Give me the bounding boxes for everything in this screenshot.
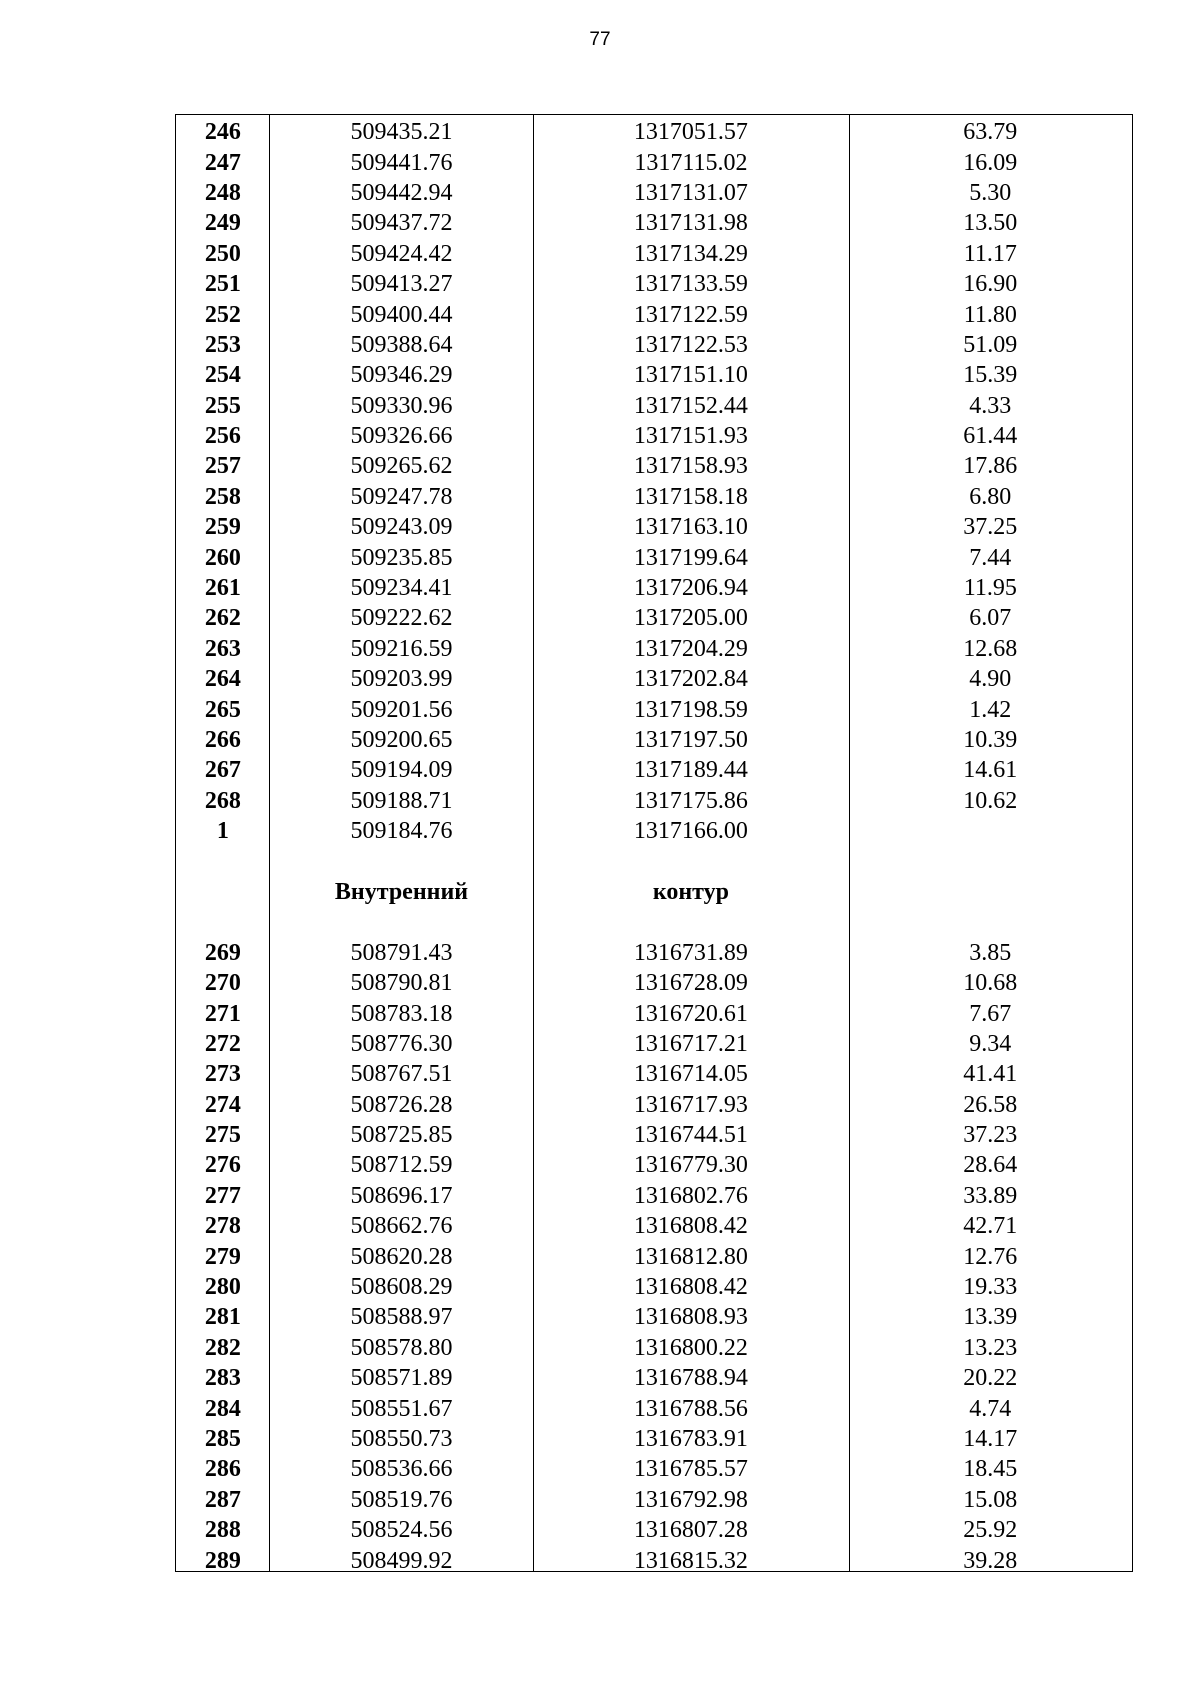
y-coordinate-cell: 1316720.61 bbox=[633, 1000, 748, 1027]
distance-cell: 26.58 bbox=[963, 1091, 1018, 1118]
distance-cell: 6.80 bbox=[969, 483, 1012, 510]
table-row bbox=[176, 482, 1132, 512]
y-coordinate-cell: 1316812.80 bbox=[633, 1243, 748, 1270]
table-row bbox=[176, 1515, 1132, 1545]
x-coordinate-cell: 509216.59 bbox=[350, 635, 453, 662]
point-number-cell: 257 bbox=[204, 453, 241, 480]
point-number-cell: 249 bbox=[204, 210, 241, 237]
y-coordinate-cell: 1317158.18 bbox=[633, 483, 748, 510]
table-row bbox=[176, 421, 1132, 451]
x-coordinate-cell: 509203.99 bbox=[350, 666, 453, 693]
y-coordinate-cell: 1316788.94 bbox=[633, 1365, 748, 1392]
x-coordinate-cell: 509330.96 bbox=[350, 392, 453, 419]
distance-cell: 13.50 bbox=[963, 210, 1018, 237]
section-heading-row bbox=[176, 877, 1132, 907]
x-coordinate-cell: 509194.09 bbox=[350, 757, 453, 784]
distance-cell: 7.44 bbox=[969, 544, 1012, 571]
distance-cell: 13.23 bbox=[963, 1334, 1018, 1361]
table-row bbox=[176, 1120, 1132, 1150]
point-number-cell: 265 bbox=[204, 696, 241, 723]
x-coordinate-cell: 508791.43 bbox=[350, 939, 453, 966]
point-number-cell: 255 bbox=[204, 392, 241, 419]
table-row bbox=[176, 1241, 1132, 1271]
y-coordinate-cell: 1317134.29 bbox=[633, 240, 748, 267]
y-coordinate-cell: 1317198.59 bbox=[633, 696, 748, 723]
y-coordinate-cell: 1317152.44 bbox=[633, 392, 748, 419]
y-coordinate-cell: 1316808.42 bbox=[633, 1274, 748, 1301]
distance-cell: 17.86 bbox=[963, 453, 1018, 480]
x-coordinate-cell: 509437.72 bbox=[350, 210, 453, 237]
point-number-cell: 269 bbox=[204, 939, 241, 966]
y-coordinate-cell: 1316779.30 bbox=[633, 1152, 748, 1179]
distance-cell: 61.44 bbox=[963, 423, 1018, 450]
point-number-cell: 267 bbox=[204, 757, 241, 784]
point-number-cell: 262 bbox=[204, 605, 241, 632]
distance-cell: 41.41 bbox=[963, 1061, 1018, 1088]
point-number-cell: 252 bbox=[204, 301, 241, 328]
y-coordinate-cell: 1317205.00 bbox=[633, 605, 748, 632]
table-row bbox=[176, 1333, 1132, 1363]
point-number-cell: 276 bbox=[204, 1152, 241, 1179]
distance-cell: 19.33 bbox=[963, 1274, 1018, 1301]
y-coordinate-cell: 1316800.22 bbox=[633, 1334, 748, 1361]
point-number-cell: 280 bbox=[204, 1274, 241, 1301]
y-coordinate-cell: 1316808.42 bbox=[633, 1213, 748, 1240]
y-coordinate-cell: 1316717.21 bbox=[633, 1030, 748, 1057]
distance-cell: 12.76 bbox=[963, 1243, 1018, 1270]
table-row bbox=[176, 299, 1132, 329]
point-number-cell: 247 bbox=[204, 149, 241, 176]
table-row bbox=[176, 786, 1132, 816]
table-row bbox=[176, 1272, 1132, 1302]
point-number-cell: 274 bbox=[204, 1091, 241, 1118]
table-row bbox=[176, 391, 1132, 421]
table-row bbox=[176, 1211, 1132, 1241]
coordinates-table bbox=[175, 114, 1133, 1572]
point-number-cell: 277 bbox=[204, 1182, 241, 1209]
distance-cell: 10.62 bbox=[963, 787, 1018, 814]
point-number-cell: 279 bbox=[204, 1243, 241, 1270]
y-coordinate-cell: 1316731.89 bbox=[633, 939, 748, 966]
x-coordinate-cell: 508524.56 bbox=[350, 1517, 453, 1544]
point-number-cell: 250 bbox=[204, 240, 241, 267]
point-number-cell: 271 bbox=[204, 1000, 241, 1027]
y-coordinate-cell: 1316802.76 bbox=[633, 1182, 748, 1209]
x-coordinate-cell: 508726.28 bbox=[350, 1091, 453, 1118]
x-coordinate-cell: 509184.76 bbox=[350, 818, 453, 845]
distance-cell: 3.85 bbox=[969, 939, 1012, 966]
y-coordinate-cell: 1317199.64 bbox=[633, 544, 748, 571]
distance-cell: 18.45 bbox=[963, 1456, 1018, 1483]
x-coordinate-cell: 508578.80 bbox=[350, 1334, 453, 1361]
table-row bbox=[176, 1363, 1132, 1393]
point-number-cell: 258 bbox=[204, 483, 241, 510]
point-number-cell: 260 bbox=[204, 544, 241, 571]
spacer-row bbox=[176, 907, 1132, 937]
distance-cell: 12.68 bbox=[963, 635, 1018, 662]
x-coordinate-cell: 509400.44 bbox=[350, 301, 453, 328]
distance-cell: 6.07 bbox=[969, 605, 1012, 632]
table-row bbox=[176, 451, 1132, 481]
table-row bbox=[176, 360, 1132, 390]
x-coordinate-cell: 509388.64 bbox=[350, 331, 453, 358]
table-body bbox=[176, 117, 1132, 1576]
table-row bbox=[176, 573, 1132, 603]
table-row bbox=[176, 664, 1132, 694]
point-number-cell: 256 bbox=[204, 423, 241, 450]
distance-cell: 7.67 bbox=[969, 1000, 1012, 1027]
point-number-cell: 268 bbox=[204, 787, 241, 814]
y-coordinate-cell: 1316788.56 bbox=[633, 1395, 748, 1422]
x-coordinate-cell: 508790.81 bbox=[350, 970, 453, 997]
distance-cell: 9.34 bbox=[969, 1030, 1012, 1057]
point-number-cell: 272 bbox=[204, 1030, 241, 1057]
distance-cell: 63.79 bbox=[963, 119, 1018, 146]
distance-cell: 37.25 bbox=[963, 514, 1018, 541]
y-coordinate-cell: 1317131.07 bbox=[633, 179, 748, 206]
distance-cell: 16.90 bbox=[963, 271, 1018, 298]
y-coordinate-cell: 1316785.57 bbox=[633, 1456, 748, 1483]
y-coordinate-cell: 1316744.51 bbox=[633, 1122, 748, 1149]
distance-cell: 15.08 bbox=[963, 1486, 1018, 1513]
point-number-cell: 270 bbox=[204, 970, 241, 997]
table-row bbox=[176, 208, 1132, 238]
point-number-cell: 288 bbox=[204, 1517, 241, 1544]
distance-cell: 15.39 bbox=[963, 362, 1018, 389]
point-number-cell: 287 bbox=[204, 1486, 241, 1513]
table-row bbox=[176, 542, 1132, 572]
point-number-cell: 283 bbox=[204, 1365, 241, 1392]
table-row bbox=[176, 512, 1132, 542]
point-number-cell: 286 bbox=[204, 1456, 241, 1483]
x-coordinate-cell: 509201.56 bbox=[350, 696, 453, 723]
x-coordinate-cell: 509234.41 bbox=[350, 575, 453, 602]
x-coordinate-cell: 509413.27 bbox=[350, 271, 453, 298]
distance-cell: 4.90 bbox=[969, 666, 1012, 693]
table-row bbox=[176, 1059, 1132, 1089]
distance-cell: 33.89 bbox=[963, 1182, 1018, 1209]
x-coordinate-cell: 509200.65 bbox=[350, 727, 453, 753]
distance-cell: 11.80 bbox=[963, 301, 1017, 328]
section-heading-right: контур bbox=[652, 878, 729, 905]
y-coordinate-cell: 1316792.98 bbox=[633, 1486, 748, 1513]
distance-cell: 51.09 bbox=[963, 331, 1018, 358]
point-number-cell: 1 bbox=[216, 818, 229, 845]
y-coordinate-cell: 1316783.91 bbox=[633, 1425, 748, 1452]
x-coordinate-cell: 508550.73 bbox=[350, 1425, 453, 1452]
y-coordinate-cell: 1316717.93 bbox=[633, 1091, 748, 1118]
x-coordinate-cell: 509243.09 bbox=[350, 514, 453, 541]
distance-cell: 39.28 bbox=[963, 1547, 1018, 1574]
x-coordinate-cell: 509435.21 bbox=[350, 119, 453, 146]
distance-cell: 13.39 bbox=[963, 1304, 1018, 1331]
x-coordinate-cell: 508536.66 bbox=[350, 1456, 453, 1483]
y-coordinate-cell: 1317051.57 bbox=[633, 119, 748, 146]
table-row bbox=[176, 998, 1132, 1028]
y-coordinate-cell: 1316808.93 bbox=[633, 1304, 748, 1331]
distance-cell: 20.22 bbox=[963, 1365, 1018, 1392]
table-row bbox=[176, 755, 1132, 785]
point-number-cell: 253 bbox=[204, 331, 241, 358]
table-row bbox=[176, 117, 1132, 147]
distance-cell: 14.61 bbox=[963, 757, 1018, 784]
point-number-cell: 266 bbox=[204, 727, 241, 753]
table-row bbox=[176, 634, 1132, 664]
distance-cell: 5.30 bbox=[969, 179, 1012, 206]
table-row bbox=[176, 330, 1132, 360]
point-number-cell: 259 bbox=[204, 514, 241, 541]
table-row bbox=[176, 178, 1132, 208]
x-coordinate-cell: 508571.89 bbox=[350, 1365, 453, 1392]
table-row bbox=[176, 725, 1132, 755]
point-number-cell: 264 bbox=[204, 666, 241, 693]
table-row bbox=[176, 1454, 1132, 1484]
distance-cell: 1.42 bbox=[969, 696, 1012, 723]
point-number-cell: 289 bbox=[204, 1547, 241, 1574]
y-coordinate-cell: 1317202.84 bbox=[633, 666, 748, 693]
y-coordinate-cell: 1317189.44 bbox=[633, 757, 748, 784]
point-number-cell: 254 bbox=[204, 362, 241, 389]
y-coordinate-cell: 1316807.28 bbox=[633, 1517, 748, 1544]
y-coordinate-cell: 1317197.50 bbox=[633, 727, 748, 753]
point-number-cell: 284 bbox=[204, 1395, 241, 1422]
section-heading-left: Внутренний bbox=[334, 878, 469, 905]
y-coordinate-cell: 1317131.98 bbox=[633, 210, 748, 237]
x-coordinate-cell: 508767.51 bbox=[350, 1061, 453, 1088]
y-coordinate-cell: 1317133.59 bbox=[633, 271, 748, 298]
table-row bbox=[176, 1029, 1132, 1059]
distance-cell: 28.64 bbox=[963, 1152, 1018, 1179]
y-coordinate-cell: 1316728.09 bbox=[633, 970, 748, 997]
distance-cell: 4.74 bbox=[969, 1395, 1012, 1422]
x-coordinate-cell: 509188.71 bbox=[350, 787, 453, 814]
x-coordinate-cell: 509442.94 bbox=[350, 179, 453, 206]
y-coordinate-cell: 1317122.53 bbox=[633, 331, 748, 358]
table-row bbox=[176, 1150, 1132, 1180]
x-coordinate-cell: 508696.17 bbox=[350, 1182, 453, 1209]
x-coordinate-cell: 509346.29 bbox=[350, 362, 453, 389]
table-row bbox=[176, 938, 1132, 968]
x-coordinate-cell: 509326.66 bbox=[350, 423, 453, 450]
x-coordinate-cell: 509222.62 bbox=[350, 605, 453, 632]
table-row bbox=[176, 1181, 1132, 1211]
x-coordinate-cell: 508499.92 bbox=[350, 1547, 453, 1574]
y-coordinate-cell: 1317151.10 bbox=[633, 362, 748, 389]
x-coordinate-cell: 509441.76 bbox=[350, 149, 453, 176]
distance-cell: 37.23 bbox=[963, 1122, 1018, 1149]
table-row bbox=[176, 239, 1132, 269]
spacer-row bbox=[176, 846, 1132, 876]
point-number-cell: 251 bbox=[204, 271, 241, 298]
point-number-cell: 285 bbox=[204, 1425, 241, 1452]
x-coordinate-cell: 509247.78 bbox=[350, 483, 453, 510]
x-coordinate-cell: 508519.76 bbox=[350, 1486, 453, 1513]
y-coordinate-cell: 1317122.59 bbox=[633, 301, 748, 328]
point-number-cell: 248 bbox=[204, 179, 241, 206]
table-row bbox=[176, 1424, 1132, 1454]
y-coordinate-cell: 1317158.93 bbox=[633, 453, 748, 480]
point-number-cell: 261 bbox=[204, 575, 241, 602]
distance-cell: 4.33 bbox=[969, 392, 1012, 419]
table-row bbox=[176, 269, 1132, 299]
point-number-cell: 273 bbox=[204, 1061, 241, 1088]
x-coordinate-cell: 508662.76 bbox=[350, 1213, 453, 1240]
table-row bbox=[176, 816, 1132, 846]
table-row bbox=[176, 1393, 1132, 1423]
point-number-cell: 275 bbox=[204, 1122, 241, 1149]
x-coordinate-cell: 509265.62 bbox=[350, 453, 453, 480]
table-row bbox=[176, 1545, 1132, 1575]
y-coordinate-cell: 1317163.10 bbox=[633, 514, 748, 541]
x-coordinate-cell: 509235.85 bbox=[350, 544, 453, 571]
x-coordinate-cell: 509424.42 bbox=[350, 240, 453, 267]
table-row bbox=[176, 1302, 1132, 1332]
table-row bbox=[176, 968, 1132, 998]
table-row bbox=[176, 1090, 1132, 1120]
y-coordinate-cell: 1317175.86 bbox=[633, 787, 748, 814]
y-coordinate-cell: 1317166.00 bbox=[633, 818, 748, 845]
x-coordinate-cell: 508712.59 bbox=[350, 1152, 453, 1179]
point-number-cell: 278 bbox=[204, 1213, 241, 1240]
x-coordinate-cell: 508620.28 bbox=[350, 1243, 453, 1270]
x-coordinate-cell: 508725.85 bbox=[350, 1122, 453, 1149]
x-coordinate-cell: 508776.30 bbox=[350, 1030, 453, 1057]
distance-cell: 11.17 bbox=[963, 240, 1017, 267]
point-number-cell: 246 bbox=[204, 119, 241, 146]
distance-cell: 16.09 bbox=[963, 149, 1018, 176]
y-coordinate-cell: 1317204.29 bbox=[633, 635, 748, 662]
table-row bbox=[176, 603, 1132, 633]
x-coordinate-cell: 508551.67 bbox=[350, 1395, 453, 1422]
table-row bbox=[176, 147, 1132, 177]
x-coordinate-cell: 508783.18 bbox=[350, 1000, 453, 1027]
x-coordinate-cell: 508588.97 bbox=[350, 1304, 453, 1331]
x-coordinate-cell: 508608.29 bbox=[350, 1274, 453, 1301]
distance-cell: 10.68 bbox=[963, 970, 1018, 997]
y-coordinate-cell: 1316714.05 bbox=[633, 1061, 748, 1088]
table-row bbox=[176, 1485, 1132, 1515]
page-number: 77 bbox=[589, 29, 611, 50]
distance-cell: 11.95 bbox=[963, 575, 1017, 602]
distance-cell: 14.17 bbox=[963, 1425, 1018, 1452]
point-number-cell: 263 bbox=[204, 635, 241, 662]
distance-cell: 25.92 bbox=[963, 1517, 1018, 1544]
distance-cell: 10.39 bbox=[963, 727, 1018, 753]
y-coordinate-cell: 1317206.94 bbox=[633, 575, 748, 602]
point-number-cell: 282 bbox=[204, 1334, 241, 1361]
table-row bbox=[176, 694, 1132, 724]
point-number-cell: 281 bbox=[204, 1304, 241, 1331]
y-coordinate-cell: 1317115.02 bbox=[634, 149, 748, 176]
y-coordinate-cell: 1317151.93 bbox=[633, 423, 748, 450]
y-coordinate-cell: 1316815.32 bbox=[633, 1547, 748, 1574]
distance-cell: 42.71 bbox=[963, 1213, 1018, 1240]
